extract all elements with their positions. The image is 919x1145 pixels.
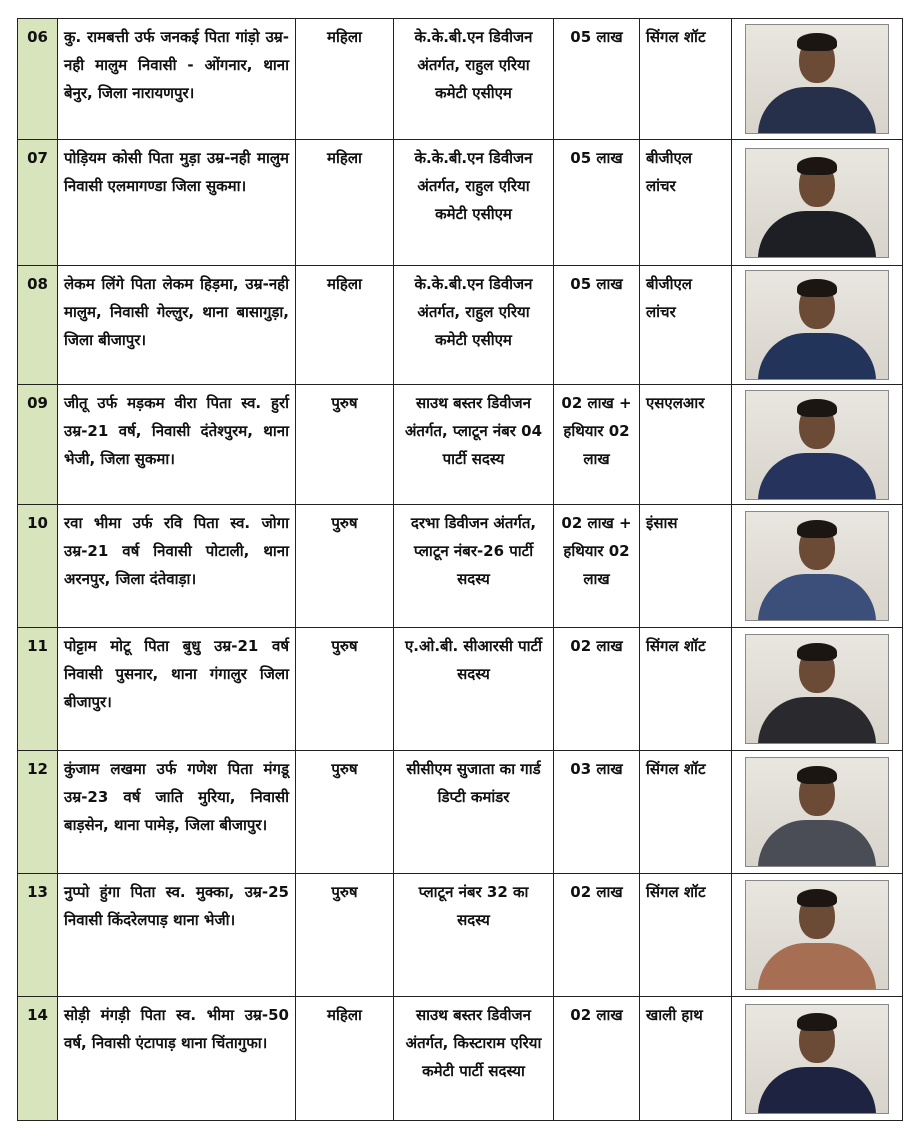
serial-number: 14: [18, 997, 58, 1121]
reward-amount: 02 लाख: [554, 997, 640, 1121]
person-details: रवा भीमा उर्फ रवि पिता स्व. जोगा उम्र-21 वर्ष निवासी पोटाली, थाना अरनपुर, जिला दंतेवाड़ा।: [58, 505, 296, 628]
photo-cell: [732, 751, 903, 874]
portrait-hair: [797, 889, 837, 907]
gender: महिला: [296, 19, 394, 140]
person-details: नुप्पो हुंगा पिता स्व. मुक्का, उम्र-25 निवासी किंदरेलपाड़ थाना भेजी।: [58, 874, 296, 997]
photo-cell: [732, 997, 903, 1121]
table-row: [18, 997, 903, 1121]
weapon: बीजीएल लांचर: [640, 140, 732, 266]
person-details: लेकम लिंगे पिता लेकम हिड़मा, उम्र-नही मालुम, निवासी गेल्लुर, थाना बासागुड़ा, जिला बीजापुर।: [58, 266, 296, 385]
person-details: पोड़ियम कोसी पिता मुड़ा उम्र-नही मालुम निवासी एलमागण्डा जिला सुकमा।: [58, 140, 296, 266]
surrendered-cadres-table: [17, 18, 903, 1121]
portrait-body: [758, 943, 876, 990]
photo-cell: [732, 266, 903, 385]
portrait-body: [758, 1067, 876, 1114]
serial-number: 06: [18, 19, 58, 140]
unit-designation: दरभा डिवीजन अंतर्गत, प्लाटून नंबर-26 पार्टी सदस्य: [394, 505, 554, 628]
photo-cell: [732, 874, 903, 997]
unit-designation: के.के.बी.एन डिवीजन अंतर्गत, राहुल एरिया कमेटी एसीएम: [394, 140, 554, 266]
weapon: बीजीएल लांचर: [640, 266, 732, 385]
serial-number: 11: [18, 628, 58, 751]
portrait-body: [758, 211, 876, 258]
portrait-photo: [745, 1004, 889, 1114]
person-details: कु. रामबत्ती उर्फ जनकई पिता गांड़ो उम्र-नही मालुम निवासी - ओंगनार, थाना बेनुर, जिला नारायणपुर।: [58, 19, 296, 140]
portrait-body: [758, 87, 876, 134]
portrait-photo: [745, 634, 889, 744]
table-row: [18, 140, 903, 266]
portrait-photo: [745, 390, 889, 500]
portrait-hair: [797, 399, 837, 417]
gender: पुरुष: [296, 751, 394, 874]
photo-cell: [732, 385, 903, 505]
serial-number: 13: [18, 874, 58, 997]
serial-number: 10: [18, 505, 58, 628]
table-row: [18, 19, 903, 140]
unit-designation: साउथ बस्तर डिवीजन अंतर्गत, किस्टाराम एरिया कमेटी पार्टी सदस्या: [394, 997, 554, 1121]
weapon: खाली हाथ: [640, 997, 732, 1121]
gender: पुरुष: [296, 505, 394, 628]
portrait-photo: [745, 270, 889, 380]
reward-amount: 02 लाख: [554, 628, 640, 751]
weapon: इंसास: [640, 505, 732, 628]
gender: पुरुष: [296, 628, 394, 751]
reward-amount: 02 लाख: [554, 874, 640, 997]
photo-cell: [732, 628, 903, 751]
gender: पुरुष: [296, 385, 394, 505]
table-row: [18, 266, 903, 385]
portrait-hair: [797, 33, 837, 51]
serial-number: 12: [18, 751, 58, 874]
weapon: सिंगल शॉट: [640, 628, 732, 751]
table-row: [18, 505, 903, 628]
portrait-photo: [745, 24, 889, 134]
reward-amount: 03 लाख: [554, 751, 640, 874]
weapon: एसएलआर: [640, 385, 732, 505]
reward-amount: 05 लाख: [554, 266, 640, 385]
portrait-hair: [797, 279, 837, 297]
portrait-body: [758, 574, 876, 621]
portrait-body: [758, 453, 876, 500]
table-row: [18, 751, 903, 874]
portrait-photo: [745, 511, 889, 621]
portrait-photo: [745, 757, 889, 867]
portrait-body: [758, 697, 876, 744]
portrait-body: [758, 333, 876, 380]
unit-designation: के.के.बी.एन डिवीजन अंतर्गत, राहुल एरिया कमेटी एसीएम: [394, 19, 554, 140]
portrait-hair: [797, 520, 837, 538]
gender: महिला: [296, 140, 394, 266]
unit-designation: के.के.बी.एन डिवीजन अंतर्गत, राहुल एरिया कमेटी एसीएम: [394, 266, 554, 385]
serial-number: 09: [18, 385, 58, 505]
weapon: सिंगल शॉट: [640, 874, 732, 997]
portrait-hair: [797, 1013, 837, 1031]
photo-cell: [732, 19, 903, 140]
portrait-hair: [797, 766, 837, 784]
gender: महिला: [296, 997, 394, 1121]
photo-cell: [732, 505, 903, 628]
weapon: सिंगल शॉट: [640, 751, 732, 874]
person-details: पोट्टाम मोटू पिता बुधु उम्र-21 वर्ष निवासी पुसनार, थाना गंगालुर जिला बीजापुर।: [58, 628, 296, 751]
unit-designation: सीसीएम सुजाता का गार्ड डिप्टी कमांडर: [394, 751, 554, 874]
person-details: कुंजाम लखमा उर्फ गणेश पिता मंगडू उम्र-23 वर्ष जाति मुरिया, निवासी बाड़सेन, थाना पामेड़, जिला बीजापुर।: [58, 751, 296, 874]
table-row: [18, 628, 903, 751]
table-row: [18, 385, 903, 505]
table-body: [18, 19, 903, 1121]
unit-designation: ए.ओ.बी. सीआरसी पार्टी सदस्य: [394, 628, 554, 751]
portrait-photo: [745, 148, 889, 258]
portrait-body: [758, 820, 876, 867]
portrait-hair: [797, 157, 837, 175]
weapon: सिंगल शॉट: [640, 19, 732, 140]
person-details: सोड़ी मंगड़ी पिता स्व. भीमा उम्र-50 वर्ष, निवासी एंटापाड़ थाना चिंतागुफा।: [58, 997, 296, 1121]
person-details: जीतू उर्फ मड़कम वीरा पिता स्व. हुर्रा उम्र-21 वर्ष, निवासी दंतेश्पुरम, थाना भेजी, जिला सुकमा।: [58, 385, 296, 505]
reward-amount: 02 लाख + हथियार 02 लाख: [554, 385, 640, 505]
reward-amount: 02 लाख + हथियार 02 लाख: [554, 505, 640, 628]
photo-cell: [732, 140, 903, 266]
unit-designation: साउथ बस्तर डिवीजन अंतर्गत, प्लाटून नंबर 04 पार्टी सदस्य: [394, 385, 554, 505]
gender: महिला: [296, 266, 394, 385]
gender: पुरुष: [296, 874, 394, 997]
unit-designation: प्लाटून नंबर 32 का सदस्य: [394, 874, 554, 997]
reward-amount: 05 लाख: [554, 140, 640, 266]
serial-number: 08: [18, 266, 58, 385]
reward-amount: 05 लाख: [554, 19, 640, 140]
portrait-hair: [797, 643, 837, 661]
serial-number: 07: [18, 140, 58, 266]
table-row: [18, 874, 903, 997]
portrait-photo: [745, 880, 889, 990]
